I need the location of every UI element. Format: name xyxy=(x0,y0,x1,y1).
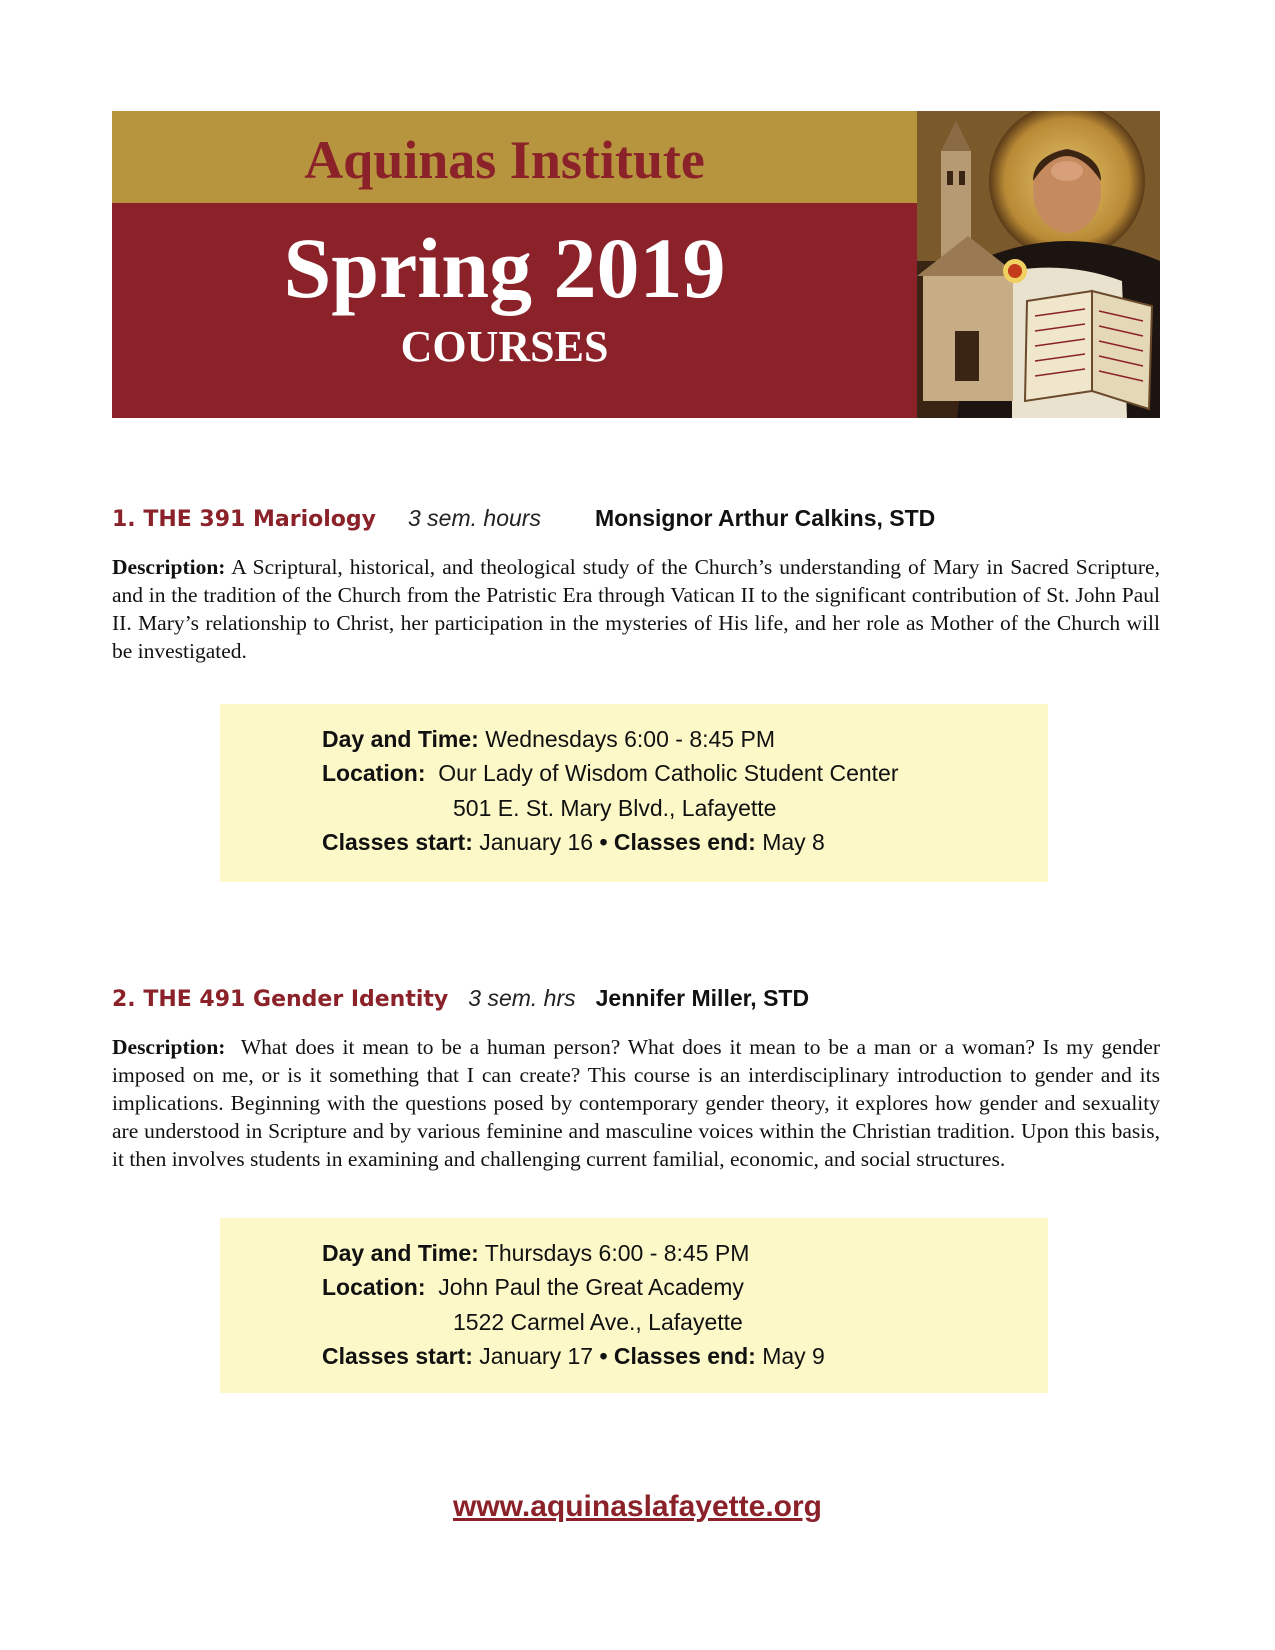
course-2-title: 2. THE 491 Gender Identity xyxy=(112,987,449,1012)
course-1-description xyxy=(112,553,1160,665)
course-1-address: 501 E. St. Mary Blvd., Lafayette xyxy=(453,795,777,821)
term-subtitle: COURSES xyxy=(400,322,609,371)
course-2-description-text: What does it mean to be a human person? What does it mean to be a man or a woman? Is my gender imposed on me, or is it something that I can create? This course is an interdisciplinary introduction to gender and its implications. Beginning with the questions posed by contemporary gender theory, it explores how gender and sexuality are understood in Scripture and by various feminine and masculine voices within the Christian tradition. Upon this basis, it then involves students in examining and challenging current familial, economic, and social structures. xyxy=(112,1035,1160,1171)
course-2-header xyxy=(112,985,809,1012)
course-1-location-value: Our Lady of Wisdom Catholic Student Center xyxy=(438,760,899,786)
website-link[interactable]: www.aquinaslafayette.org xyxy=(453,1490,822,1523)
organization-name: Aquinas Institute xyxy=(304,130,705,190)
course-1-instructor: Monsignor Arthur Calkins, STD xyxy=(594,505,936,531)
course-1-description-label: Description: xyxy=(112,555,226,579)
course-1-day-time xyxy=(322,726,775,753)
term-title: Spring 2019 xyxy=(283,220,726,316)
course-2-end-label: Classes end: xyxy=(613,1343,756,1369)
course-2-location-label: Location: xyxy=(322,1274,426,1300)
course-1-separator: • xyxy=(599,829,608,855)
course-1-end-value: May 8 xyxy=(762,829,825,855)
course-1-start-value: January 16 xyxy=(479,829,594,855)
course-1-hours: 3 sem. hours xyxy=(408,505,541,531)
course-2-description-label: Description: xyxy=(112,1035,226,1059)
course-2-hours: 3 sem. hrs xyxy=(468,985,576,1011)
course-2-location xyxy=(322,1274,744,1301)
course-1-day-time-value: Wednesdays 6:00 - 8:45 PM xyxy=(485,726,775,752)
header-banner xyxy=(112,111,1160,418)
course-1-schedule-box xyxy=(220,704,1048,882)
course-2-day-time xyxy=(322,1240,749,1267)
course-2-schedule-box xyxy=(220,1218,1048,1393)
course-1-dates xyxy=(322,829,825,856)
course-2-instructor: Jennifer Miller, STD xyxy=(595,985,810,1011)
course-2-end-value: May 9 xyxy=(762,1343,825,1369)
course-1-end-label: Classes end: xyxy=(613,829,756,855)
course-1-header xyxy=(112,505,935,532)
course-2-location-value: John Paul the Great Academy xyxy=(438,1274,744,1300)
course-2-start-label: Classes start: xyxy=(322,1343,473,1369)
course-2-dates xyxy=(322,1343,825,1370)
course-2-description xyxy=(112,1033,1160,1173)
course-1-location xyxy=(322,760,899,787)
course-1-start-label: Classes start: xyxy=(322,829,473,855)
course-1-title: 1. THE 391 Mariology xyxy=(112,507,376,532)
saint-portrait-image xyxy=(917,111,1160,418)
course-2-day-time-label: Day and Time: xyxy=(322,1240,479,1266)
course-2-separator: • xyxy=(599,1343,608,1369)
course-2-start-value: January 17 xyxy=(479,1343,594,1369)
course-2-address: 1522 Carmel Ave., Lafayette xyxy=(453,1309,743,1335)
course-1-day-time-label: Day and Time: xyxy=(322,726,479,752)
course-1-location-label: Location: xyxy=(322,760,426,786)
course-1-description-text: A Scriptural, historical, and theological study of the Church’s understanding of Mary in Sacred Scripture, and in the tradition of the Church from the Patristic Era through Vatican II to the significant contribution of St. John Paul II. Mary’s relationship to Christ, her participation in the mysteries of His life, and her role as Mother of the Church will be investigated. xyxy=(112,555,1160,663)
course-2-day-time-value: Thursdays 6:00 - 8:45 PM xyxy=(484,1240,750,1266)
